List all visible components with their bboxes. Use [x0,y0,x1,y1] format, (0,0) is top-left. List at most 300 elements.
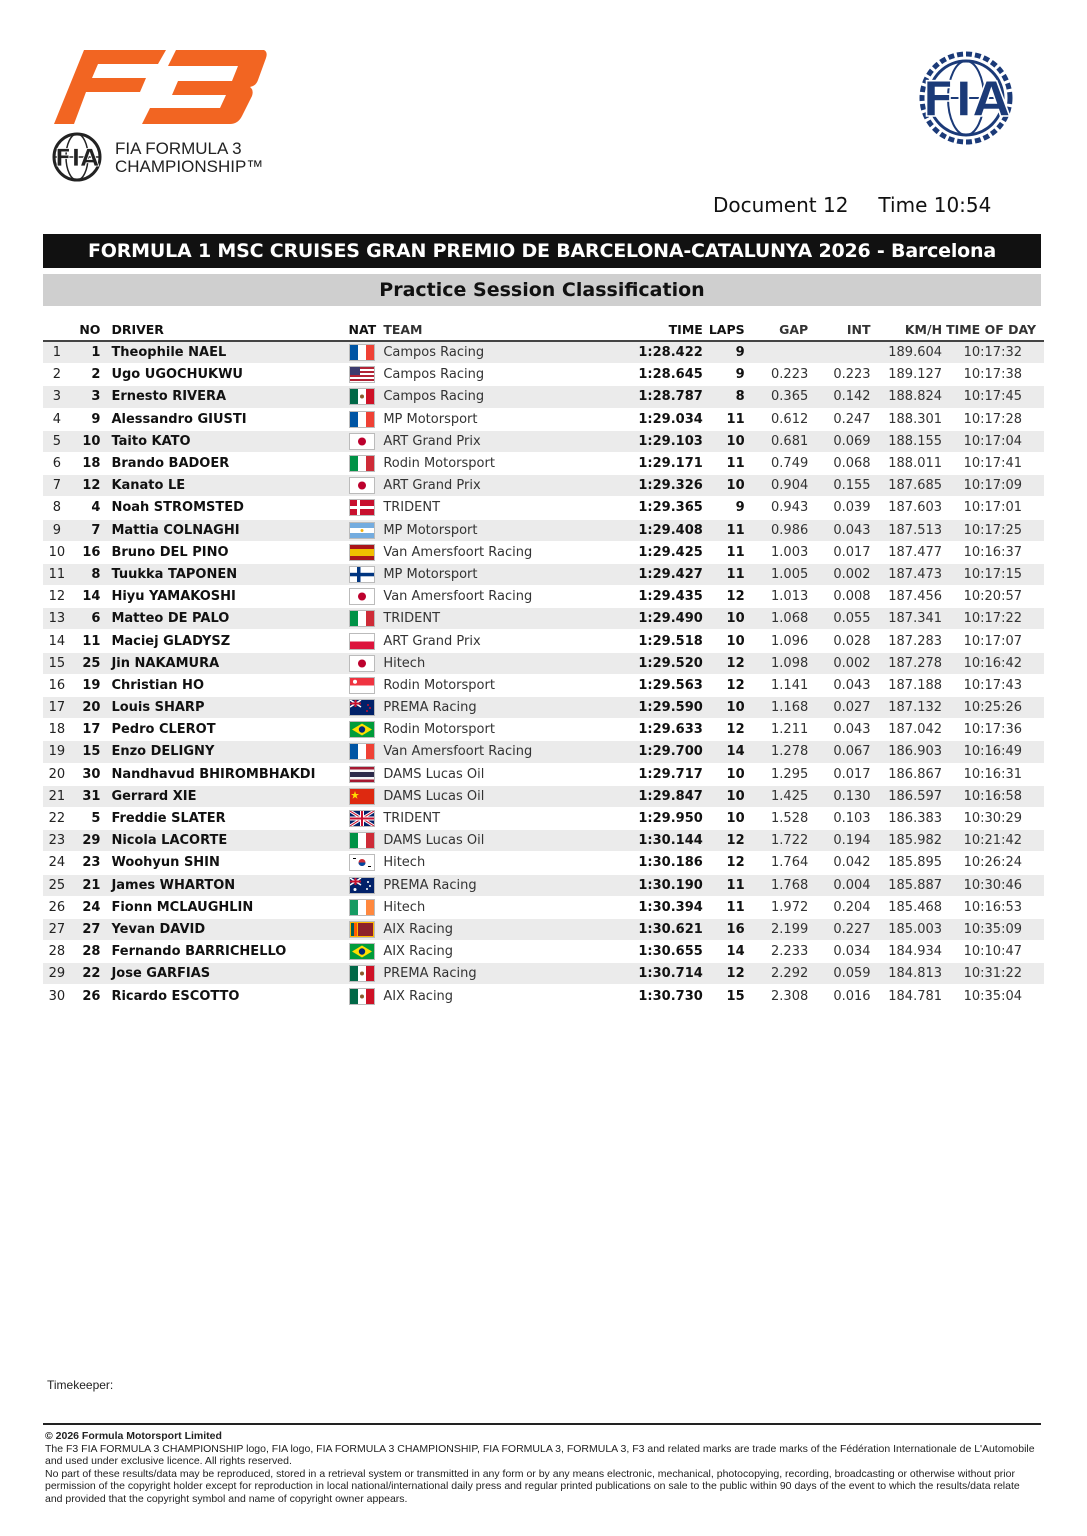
row-driver: Alessandro GIUSTI [111,408,348,430]
row-laps: 8 [703,386,757,408]
row-pos: 14 [43,630,71,652]
row-time-of-day: 10:17:15 [942,563,1044,585]
table-row [43,541,1044,563]
row-driver: Maciej GLADYSZ [111,630,348,652]
table-row [43,652,1044,674]
row-nat [349,763,384,785]
table-header-row [43,318,1044,341]
table-row [43,807,1044,829]
row-time-of-day: 10:35:09 [942,918,1044,940]
row-int: 0.002 [808,652,870,674]
row-nat [349,741,384,763]
row-time: 1:29.717 [638,763,702,785]
row-time-of-day: 10:17:22 [942,608,1044,630]
row-nat [349,519,384,541]
row-kmh: 186.597 [871,785,943,807]
row-number: 30 [71,763,112,785]
row-driver: Kanato LE [111,475,348,497]
row-driver: Pedro CLEROT [111,719,348,741]
row-number: 5 [71,807,112,829]
row-kmh: 187.473 [871,563,943,585]
flag-icon [349,743,375,760]
classification-table [43,318,1044,1008]
row-time: 1:29.171 [638,452,702,474]
flag-icon [349,832,375,849]
document-time: Time 10:54 [878,193,992,217]
col-driver: DRIVER [111,318,348,341]
row-time: 1:29.633 [638,719,702,741]
row-nat [349,963,384,985]
row-pos: 22 [43,807,71,829]
f3-logo [54,50,268,124]
flag-icon [349,455,375,472]
row-nat [349,674,384,696]
row-time-of-day: 10:17:25 [942,519,1044,541]
reproduction-notice: No part of these results/data may be reproduced, stored in a retrieval system or transmitted in any form or by any means electronic, mechanical, photocopying, recording, broadcasting or otherwise without prior permission of the copyright holder except for reproduction in local national/international daily press and regular printed publications on sale to the public within 90 days of the event to which the results/data relate and provided that the copyright symbol and name of copyright owner appears. [45,1467,1020,1505]
row-gap: 0.904 [757,475,809,497]
row-time-of-day: 10:17:36 [942,719,1044,741]
row-pos: 21 [43,785,71,807]
row-nat [349,408,384,430]
row-laps: 16 [703,918,757,940]
col-team: TEAM [383,318,638,341]
table-row [43,963,1044,985]
row-int: 0.043 [808,519,870,541]
row-driver: Christian HO [111,674,348,696]
row-int: 0.017 [808,541,870,563]
row-int: 0.043 [808,719,870,741]
row-team: Campos Racing [383,386,638,408]
row-time-of-day: 10:30:46 [942,874,1044,896]
row-laps: 12 [703,674,757,696]
row-laps: 15 [703,985,757,1007]
row-time-of-day: 10:16:42 [942,652,1044,674]
row-gap: 1.425 [757,785,809,807]
row-kmh: 188.155 [871,430,943,452]
row-kmh: 185.895 [871,852,943,874]
row-driver: Yevan DAVID [111,918,348,940]
row-laps: 11 [703,563,757,585]
row-time: 1:29.950 [638,807,702,829]
flag-icon [349,522,375,539]
row-gap: 1.764 [757,852,809,874]
row-number: 25 [71,652,112,674]
col-gap: GAP [757,318,809,341]
row-gap: 2.199 [757,918,809,940]
row-time-of-day: 10:31:22 [942,963,1044,985]
row-kmh: 185.887 [871,874,943,896]
row-time-of-day: 10:17:32 [942,341,1044,364]
row-pos: 20 [43,763,71,785]
row-nat [349,896,384,918]
row-driver: Taito KATO [111,430,348,452]
row-team: PREMA Racing [383,697,638,719]
row-gap: 1.295 [757,763,809,785]
flag-icon [349,943,375,960]
row-nat [349,985,384,1007]
row-team: Van Amersfoort Racing [383,541,638,563]
row-time-of-day: 10:16:58 [942,785,1044,807]
row-laps: 12 [703,852,757,874]
row-pos: 5 [43,430,71,452]
row-laps: 10 [703,697,757,719]
row-kmh: 189.604 [871,341,943,364]
row-nat [349,586,384,608]
row-time: 1:30.655 [638,941,702,963]
flag-icon [349,566,375,583]
row-pos: 26 [43,896,71,918]
row-team: AIX Racing [383,918,638,940]
col-nat: NAT [349,318,384,341]
row-nat [349,341,384,364]
row-nat [349,874,384,896]
row-laps: 9 [703,341,757,364]
row-number: 23 [71,852,112,874]
row-team: TRIDENT [383,807,638,829]
document-number: Document 12 [713,193,849,217]
table-row [43,697,1044,719]
flag-icon [349,633,375,650]
row-time: 1:28.422 [638,341,702,364]
row-driver: Gerrard XIE [111,785,348,807]
row-driver: Nandhavud BHIROMBHAKDI [111,763,348,785]
row-int: 0.008 [808,586,870,608]
row-pos: 13 [43,608,71,630]
row-time-of-day: 10:16:53 [942,896,1044,918]
trademark-notice: The F3 FIA FORMULA 3 CHAMPIONSHIP logo, FIA logo, FIA FORMULA 3 CHAMPIONSHIP, FIA FORMULA 3, FORMULA 3, F3 and related marks are trade marks of the Fédération Internationale de L'Automobile and used under exclusive licence. All rights reserved. [45,1442,1035,1467]
row-int: 0.130 [808,785,870,807]
row-nat [349,785,384,807]
table-row [43,341,1044,364]
row-time: 1:29.425 [638,541,702,563]
session-title: Practice Session Classification [43,274,1041,306]
row-int: 0.002 [808,563,870,585]
row-nat [349,652,384,674]
col-int: INT [808,318,870,341]
classification-rows [43,341,1044,1007]
row-laps: 10 [703,430,757,452]
row-number: 2 [71,364,112,386]
footer-legal [45,1430,1040,1505]
timekeeper-label: Timekeeper: [47,1378,114,1392]
flag-icon [349,699,375,716]
flag-icon [349,788,375,805]
row-driver: Woohyun SHIN [111,852,348,874]
row-time-of-day: 10:17:43 [942,674,1044,696]
row-time-of-day: 10:17:01 [942,497,1044,519]
flag-icon [349,766,375,783]
table-row [43,586,1044,608]
row-kmh: 187.132 [871,697,943,719]
row-driver: Ugo UGOCHUKWU [111,364,348,386]
table-row [43,430,1044,452]
row-pos: 17 [43,697,71,719]
row-int: 0.247 [808,408,870,430]
row-time: 1:28.787 [638,386,702,408]
col-time-of-day: TIME OF DAY [942,318,1044,341]
row-number: 3 [71,386,112,408]
row-time-of-day: 10:26:24 [942,852,1044,874]
table-row [43,563,1044,585]
row-int: 0.227 [808,918,870,940]
row-int: 0.042 [808,852,870,874]
row-number: 21 [71,874,112,896]
row-nat [349,918,384,940]
row-nat [349,941,384,963]
row-pos: 23 [43,830,71,852]
row-number: 15 [71,741,112,763]
row-team: TRIDENT [383,608,638,630]
row-int: 0.059 [808,963,870,985]
row-number: 31 [71,785,112,807]
flag-icon [349,921,375,938]
row-time: 1:29.408 [638,519,702,541]
row-int: 0.204 [808,896,870,918]
row-number: 1 [71,341,112,364]
row-nat [349,697,384,719]
row-pos: 2 [43,364,71,386]
fia-globe-icon [44,132,110,182]
col-no: NO [71,318,112,341]
row-int: 0.067 [808,741,870,763]
row-nat [349,430,384,452]
row-gap: 1.096 [757,630,809,652]
row-time: 1:29.700 [638,741,702,763]
flag-icon [349,677,375,694]
row-int: 0.155 [808,475,870,497]
row-number: 29 [71,830,112,852]
flag-icon [349,810,375,827]
row-pos: 9 [43,519,71,541]
row-time-of-day: 10:25:26 [942,697,1044,719]
row-gap: 1.168 [757,697,809,719]
flag-icon [349,655,375,672]
svg-text:FIA: FIA [55,144,99,172]
table-row [43,364,1044,386]
flag-icon [349,544,375,561]
svg-text:FIA: FIA [922,72,1010,128]
copyright: © 2026 Formula Motorsport Limited [45,1430,222,1442]
table-row [43,941,1044,963]
row-kmh: 185.468 [871,896,943,918]
row-time: 1:30.190 [638,874,702,896]
row-gap: 0.986 [757,519,809,541]
row-nat [349,563,384,585]
row-time-of-day: 10:16:31 [942,763,1044,785]
row-laps: 9 [703,364,757,386]
row-laps: 11 [703,896,757,918]
championship-line1: FIA FORMULA 3 [115,139,242,158]
row-laps: 11 [703,874,757,896]
row-kmh: 187.278 [871,652,943,674]
row-laps: 10 [703,608,757,630]
row-driver: Noah STROMSTED [111,497,348,519]
table-row [43,719,1044,741]
row-time-of-day: 10:17:41 [942,452,1044,474]
row-number: 18 [71,452,112,474]
row-gap: 0.223 [757,364,809,386]
row-team: MP Motorsport [383,408,638,430]
table-row [43,874,1044,896]
row-number: 26 [71,985,112,1007]
row-time: 1:29.520 [638,652,702,674]
row-pos: 11 [43,563,71,585]
table-row [43,852,1044,874]
row-driver: Ernesto RIVERA [111,386,348,408]
row-team: Hitech [383,652,638,674]
flag-icon [349,411,375,428]
flag-icon [349,433,375,450]
row-driver: Fionn MCLAUGHLIN [111,896,348,918]
table-row [43,830,1044,852]
row-time-of-day: 10:35:04 [942,985,1044,1007]
row-time-of-day: 10:10:47 [942,941,1044,963]
row-nat [349,608,384,630]
row-time-of-day: 10:16:49 [942,741,1044,763]
row-kmh: 184.934 [871,941,943,963]
row-kmh: 187.042 [871,719,943,741]
row-kmh: 187.513 [871,519,943,541]
flag-icon [349,988,375,1005]
row-number: 12 [71,475,112,497]
row-pos: 12 [43,586,71,608]
row-number: 8 [71,563,112,585]
table-row [43,741,1044,763]
row-laps: 12 [703,719,757,741]
row-team: ART Grand Prix [383,475,638,497]
row-gap: 2.308 [757,985,809,1007]
row-team: Rodin Motorsport [383,452,638,474]
row-laps: 10 [703,475,757,497]
row-time: 1:30.621 [638,918,702,940]
flag-icon [349,899,375,916]
row-time: 1:30.186 [638,852,702,874]
row-kmh: 187.456 [871,586,943,608]
row-kmh: 185.003 [871,918,943,940]
row-kmh: 184.813 [871,963,943,985]
row-time: 1:30.714 [638,963,702,985]
row-number: 9 [71,408,112,430]
table-row [43,630,1044,652]
row-laps: 11 [703,519,757,541]
row-driver: Theophile NAEL [111,341,348,364]
row-int: 0.028 [808,630,870,652]
flag-icon [349,344,375,361]
row-kmh: 187.477 [871,541,943,563]
row-driver: Fernando BARRICHELLO [111,941,348,963]
row-kmh: 186.383 [871,807,943,829]
row-nat [349,475,384,497]
row-laps: 12 [703,963,757,985]
row-gap: 0.943 [757,497,809,519]
row-driver: Enzo DELIGNY [111,741,348,763]
flag-icon [349,477,375,494]
row-driver: Matteo DE PALO [111,608,348,630]
row-time-of-day: 10:17:28 [942,408,1044,430]
row-gap: 1.003 [757,541,809,563]
row-number: 27 [71,918,112,940]
row-team: ART Grand Prix [383,430,638,452]
event-title: FORMULA 1 MSC CRUISES GRAN PREMIO DE BARCELONA-CATALUNYA 2026 - Barcelona [43,234,1041,268]
row-time-of-day: 10:17:38 [942,364,1044,386]
row-team: PREMA Racing [383,963,638,985]
row-time: 1:30.144 [638,830,702,852]
row-pos: 30 [43,985,71,1007]
row-time: 1:29.435 [638,586,702,608]
row-number: 6 [71,608,112,630]
row-number: 28 [71,941,112,963]
fia-logo [898,50,1034,146]
row-driver: Hiyu YAMAKOSHI [111,586,348,608]
row-team: Van Amersfoort Racing [383,741,638,763]
row-time: 1:29.563 [638,674,702,696]
row-kmh: 187.188 [871,674,943,696]
row-int: 0.103 [808,807,870,829]
row-kmh: 187.283 [871,630,943,652]
row-laps: 12 [703,652,757,674]
row-number: 10 [71,430,112,452]
row-gap: 0.749 [757,452,809,474]
table-row [43,386,1044,408]
document-info [713,193,991,217]
row-driver: Bruno DEL PINO [111,541,348,563]
row-driver: Jose GARFIAS [111,963,348,985]
row-driver: Nicola LACORTE [111,830,348,852]
row-gap: 1.211 [757,719,809,741]
table-row [43,785,1044,807]
table-row [43,985,1044,1007]
row-int: 0.055 [808,608,870,630]
row-gap: 1.722 [757,830,809,852]
flag-icon [349,965,375,982]
row-int: 0.027 [808,697,870,719]
row-pos: 25 [43,874,71,896]
row-gap: 0.612 [757,408,809,430]
row-pos: 18 [43,719,71,741]
row-pos: 3 [43,386,71,408]
row-time-of-day: 10:17:45 [942,386,1044,408]
row-kmh: 187.341 [871,608,943,630]
table-row [43,896,1044,918]
col-time: TIME [638,318,702,341]
row-team: Campos Racing [383,341,638,364]
row-time: 1:29.365 [638,497,702,519]
row-kmh: 188.824 [871,386,943,408]
row-gap: 2.233 [757,941,809,963]
row-pos: 28 [43,941,71,963]
row-driver: Freddie SLATER [111,807,348,829]
row-gap: 1.013 [757,586,809,608]
row-team: AIX Racing [383,941,638,963]
row-time: 1:28.645 [638,364,702,386]
flag-icon [349,721,375,738]
row-pos: 6 [43,452,71,474]
row-nat [349,852,384,874]
row-time: 1:29.326 [638,475,702,497]
row-time-of-day: 10:17:09 [942,475,1044,497]
row-laps: 14 [703,941,757,963]
row-team: DAMS Lucas Oil [383,830,638,852]
table-row [43,674,1044,696]
row-kmh: 189.127 [871,364,943,386]
row-laps: 12 [703,830,757,852]
row-laps: 9 [703,497,757,519]
row-pos: 27 [43,918,71,940]
flag-icon [349,877,375,894]
row-team: MP Motorsport [383,563,638,585]
championship-name [115,140,263,176]
row-gap: 1.768 [757,874,809,896]
